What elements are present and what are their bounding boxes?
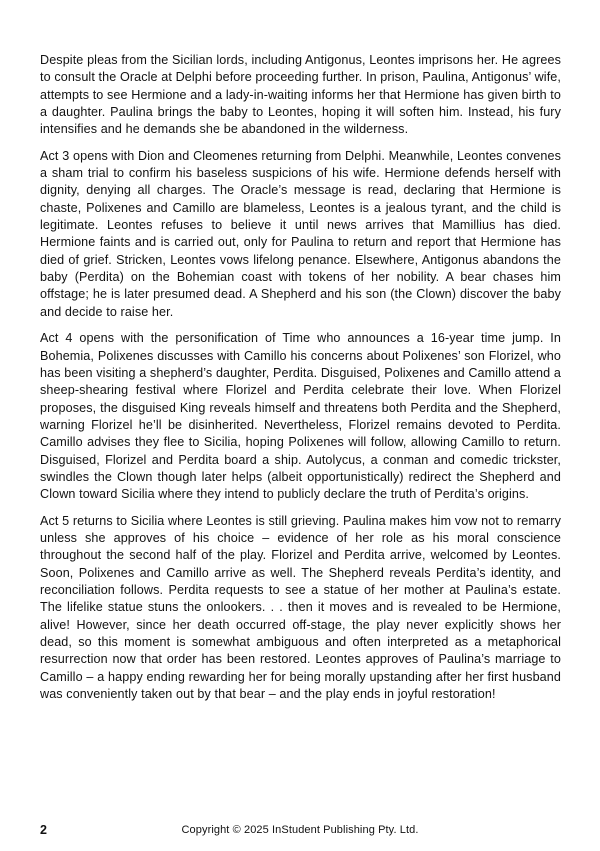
body-text (40, 52, 561, 712)
page-number: 2 (40, 823, 47, 837)
paragraph-act3-summary: Act 3 opens with Dion and Cleomenes returning from Delphi. Meanwhile, Leontes convenes a sham trial to confirm his baseless suspicions of his wife. Hermione defends herself with dignity, denying all charges. The Oracle’s message is read, declaring that Hermione is chaste, Polixenes and Camillo are blameless, Leontes is a jealous tyrant, and the child is legitimate. Leontes refuses to believe it until news arrives that Mamillius has died. Hermione faints and is carried out, only for Paulina to return and report that Hermione has died of grief. Stricken, Leontes vows lifelong penance. Elsewhere, Antigonus abandons the baby (Perdita) on the Bohemian coast with tokens of her nobility. A bear chases him offstage; he is later presumed dead. A Shepherd and his son (the Clown) discover the baby and decide to raise her. (40, 148, 561, 319)
paragraph-act4-summary: Act 4 opens with the personification of Time who announces a 16-year time jump. In Bohemia, Polixenes discusses with Camillo his concerns about Polixenes’ son Florizel, who has been visiting a shepherd’s daughter, Perdita. Disguised, Polixenes and Camillo attend a sheep-shearing festival where Florizel and Perdita celebrate their love. When Florizel proposes, the disguised King reveals himself and threatens both Perdita and the Shepherd, warning Florizel he’ll be disinherited. Nevertheless, Florizel remains devoted to Perdita. Camillo advises they flee to Sicilia, hoping Polixenes will follow, allowing Camillo to return. Disguised, Florizel and Perdita board a ship. Autolycus, a conman and comedic trickster, swindles the Clown though later helps (albeit opportunistically) redirect the Shepherd and Clown toward Sicilia where they intend to publicly declare the truth of Perdita’s origins. (40, 331, 561, 502)
paragraph-act5-summary: Act 5 returns to Sicilia where Leontes is still grieving. Paulina makes him vow not to remarry unless she approves of his choice – evidence of her role as his moral conscience throughout the second half of the play. Florizel and Perdita arrive, welcomed by Leontes. Soon, Polixenes and Camillo arrive as well. The Shepherd reveals Perdita’s identity, and reconciliation follows. Perdita requests to see a statue of her mother at Paulina’s estate. The lifelike statue stuns the onlookers. . . then it moves and is revealed to be Hermione, alive! However, since her death occurred off-stage, the play never explicitly shows her dead, so this moment is somewhat ambiguous and often interpreted as a metaphorical resurrection now that order has been restored. Leontes approves of Paulina’s marriage to Camillo – a happy ending rewarding her for being morally upstanding after her first husband was conveniently taken out by that bear – and the play ends in joyful restoration! (40, 513, 561, 702)
paragraph-act2-summary: Despite pleas from the Sicilian lords, including Antigonus, Leontes imprisons her. He agrees to consult the Oracle at Delphi before proceeding further. In prison, Paulina, Antigonus’ wife, attempts to see Hermione and a lady-in-waiting informs her that Hermione has given birth to a daughter. Paulina brings the baby to Leontes, hoping it will soften him. Instead, his fury intensifies and he demands she be abandoned in the wilderness. (40, 53, 561, 137)
page-footer (0, 822, 600, 837)
copyright-line: Copyright © 2025 InStudent Publishing Pty. Ltd. (181, 824, 419, 836)
